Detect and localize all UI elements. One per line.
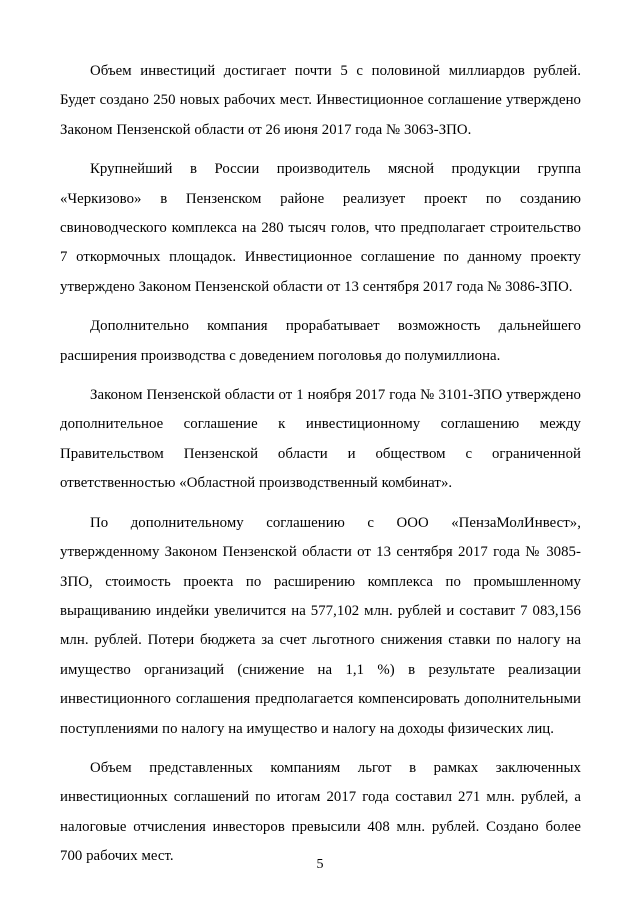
paragraph-production-expansion: Дополнительно компания прорабатывает возможность дальнейшего расширения производства с доведением поголовья до полумиллиона. [60,318,581,364]
paragraph-cherkizovo-project: Крупнейший в России производитель мясной продукции группа «Черкизово» в Пензенском районе реализует проект по созданию свиноводческого комплекса на 280 тысяч голов, что предполагает строительство 7 откормочных площадок. Инвестиционное соглашение по данному проекту утверждено Законом Пензенской области от 13 сентября 2017 года № 3086-ЗПО. [60,161,581,295]
paragraph-investment-volume: Объем инвестиций достигает почти 5 с половиной миллиардов рублей. Будет создано 250 новых рабочих мест. Инвестиционное соглашение утверждено Законом Пензенской области от 26 июня 2017 года № 3063-ЗПО. [60,63,581,138]
page-number: 5 [316,857,324,872]
paragraph-additional-agreement: Законом Пензенской области от 1 ноября 2017 года № 3101-ЗПО утверждено дополнительное соглашение к инвестиционному соглашению между Правительством Пензенской области и обществом с ограниченной ответственностью «Областной производственный комбинат». [60,387,581,492]
document-body [60,57,581,882]
paragraph-benefits-summary: Объем представленных компаниям льгот в рамках заключенных инвестиционных соглашений по итогам 2017 года составил 271 млн. рублей, а налоговые отчисления инвесторов превысили 408 млн. рублей. Создано более 700 рабочих мест. [60,759,581,865]
paragraph-penzamolinvest: По дополнительному соглашению с ООО «ПензаМолИнвест», утвержденному Законом Пензенской области от 13 сентября 2017 года № 3085-ЗПО, стоимость проекта по расширению комплекса по промышленному выращиванию индейки увеличится на 577,102 млн. рублей и составит 7 083,156 млн. рублей. Потери бюджета за счет льготного снижения ставки по налогу на имущество организаций (снижение на 1,1 %) в результате реализации инвестиционного соглашения предполагается компенсировать дополнительными поступлениями по налогу на имущество и налогу на доходы физических лиц. [60,514,581,737]
